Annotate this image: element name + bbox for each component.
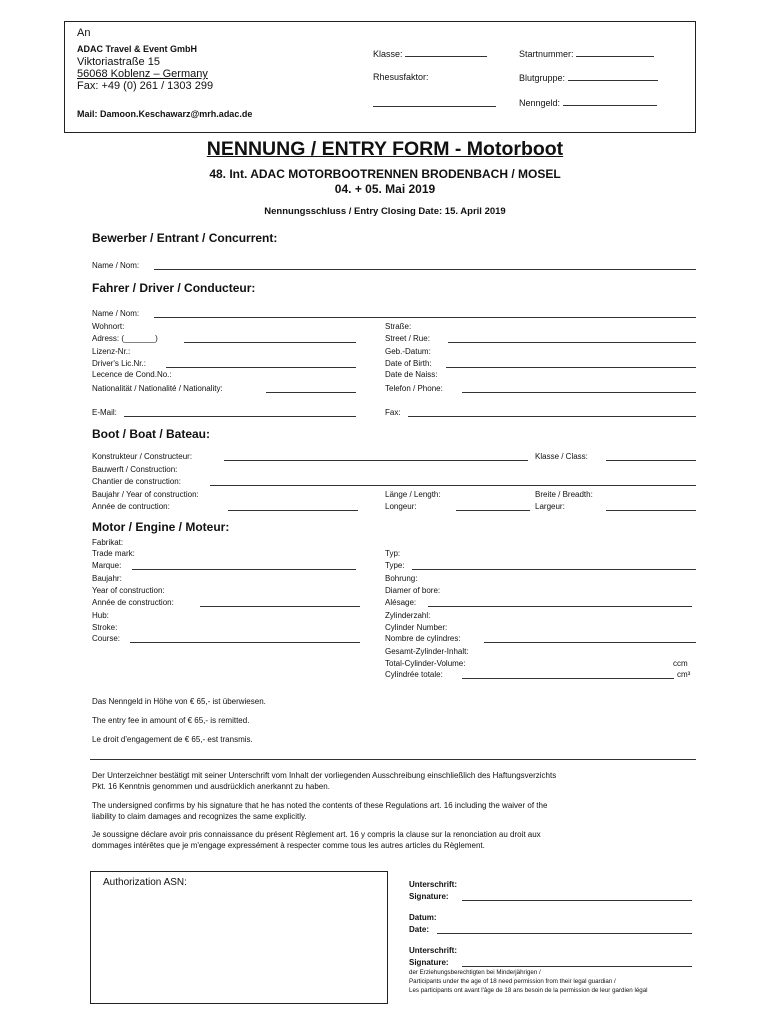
asn-box[interactable] (90, 871, 388, 1004)
fee-de: Das Nenngeld in Höhe von € 65,- ist überwiesen. (92, 697, 266, 706)
email-field[interactable] (124, 416, 356, 417)
date-field[interactable] (437, 933, 692, 934)
klasse-label: Klasse: (373, 49, 403, 59)
header-city: 56068 Koblenz – Germany (77, 68, 208, 80)
divider (90, 759, 696, 760)
blank-field[interactable] (373, 106, 496, 107)
entrant-name-field[interactable] (154, 269, 696, 270)
date-label: Date: (409, 925, 430, 934)
fax-field[interactable] (408, 416, 696, 417)
event-dates: 04. + 05. Mai 2019 (334, 182, 436, 196)
course-field[interactable] (130, 642, 360, 643)
laenge-label: Länge / Length: (385, 490, 441, 499)
boat-heading: Boot / Boat / Bateau: (92, 427, 211, 441)
type-label: Type: (385, 561, 405, 570)
largeur-field[interactable] (606, 510, 696, 511)
adress-label: Adress: (_______) (92, 334, 158, 343)
guardian-note-2: Participants under the age of 18 need permission from their legal guardian / (409, 978, 616, 985)
baujahr-label: Baujahr / Year of construction: (92, 490, 199, 499)
course-label: Course: (92, 634, 121, 643)
entrant-heading: Bewerber / Entrant / Concurrent: (92, 231, 278, 245)
email-label: E-Mail: (92, 408, 117, 417)
chantier-label: Chantier de construction: (92, 477, 181, 486)
breite-label: Breite / Breadth: (535, 490, 593, 499)
fee-en: The entry fee in amount of € 65,- is remitted. (92, 716, 250, 725)
nenngeld-label: Nenngeld: (519, 98, 561, 108)
unterschrift2-label: Unterschrift: (409, 946, 458, 955)
fax-label: Fax: (385, 408, 401, 417)
startnummer-field[interactable] (519, 48, 654, 59)
cylindree-field[interactable] (462, 678, 674, 679)
asn-label: Authorization ASN: (103, 877, 187, 888)
year-label: Year of construction: (92, 586, 165, 595)
strasse-label: Straße: (385, 322, 412, 331)
nombre-label: Nombre de cylindres: (385, 634, 461, 643)
annee-field[interactable] (228, 510, 358, 511)
closing-date: Nennungsschluss / Entry Closing Date: 15. April 2019 (264, 206, 506, 217)
annee-label: Année de contruction: (92, 502, 170, 511)
alesage-label: Alésage: (385, 598, 417, 607)
guardian-note-3: Les participants ont avant l'âge de 18 ans besoin de la permission de leur gardien légal (409, 987, 648, 994)
longeur-label: Longeur: (385, 502, 417, 511)
stroke-label: Stroke: (92, 623, 118, 632)
page-title: NENNUNG / ENTRY FORM - Motorboot (206, 138, 564, 160)
dob-field[interactable] (446, 367, 696, 368)
engine-annee-label: Année de construction: (92, 598, 174, 607)
longeur-field[interactable] (456, 510, 530, 511)
alesage-field[interactable] (428, 606, 692, 607)
street-label: Street / Rue: (385, 334, 430, 343)
type-field[interactable] (412, 569, 696, 570)
telefon-label: Telefon / Phone: (385, 384, 443, 393)
header-org: ADAC Travel & Event GmbH (77, 44, 198, 54)
telefon-field[interactable] (462, 392, 696, 393)
typ-label: Typ: (385, 549, 401, 558)
decl-fr-1: Je soussigne déclare avoir pris connaissance du présent Règlement art. 16 y compris la clause sur la renonciation au droit aux (92, 830, 541, 839)
bohrung-label: Bohrung: (385, 574, 418, 583)
driver-heading: Fahrer / Driver / Conducteur: (92, 281, 256, 295)
engine-baujahr-label: Baujahr: (92, 574, 122, 583)
nombre-field[interactable] (484, 642, 696, 643)
lic-field[interactable] (166, 367, 356, 368)
driver-name-label: Name / Nom: (92, 309, 140, 318)
total-label: Total-Cylinder-Volume: (385, 659, 466, 668)
cm3-unit: cm³ (677, 670, 691, 679)
dob-label: Date of Birth: (385, 359, 432, 368)
lizenz-label: Lizenz-Nr.: (92, 347, 131, 356)
decl-en-1: The undersigned confirms by his signature that he has noted the contents of these Regulations art. 16 including the waiver of the (92, 801, 548, 810)
decl-de-1: Der Unterzeichner bestätigt mit seiner Unterschrift vom Inhalt der vorliegenden Ausschreibung einschließlich des Haftungsverzichts (92, 771, 557, 780)
header-to: An (77, 27, 91, 39)
chantier-field[interactable] (210, 485, 696, 486)
nationality-label: Nationalität / Nationalité / Nationality: (92, 384, 223, 393)
decl-en-2: liability to claim damages and recognizes the same explicitly. (92, 812, 307, 821)
startnummer-label: Startnummer: (519, 49, 574, 59)
fee-fr: Le droit d'engagement de € 65,- est transmis. (92, 735, 253, 744)
nenngeld-field[interactable] (519, 97, 657, 108)
adress-field[interactable] (184, 342, 356, 343)
engine-annee-field[interactable] (200, 606, 360, 607)
cylindree-label: Cylindrée totale: (385, 670, 443, 679)
driver-name-field[interactable] (154, 317, 696, 318)
konstrukteur-field[interactable] (224, 460, 528, 461)
event-title: 48. Int. ADAC MOTORBOOTRENNEN BRODENBACH / MOSEL (209, 167, 561, 181)
decl-fr-2: dommages intérêtes que je m'engage expressément à respecter comme tous les autres articles du Règlement. (92, 841, 485, 850)
klasse-field[interactable] (373, 48, 487, 59)
naiss-label: Date de Naiss: (385, 370, 438, 379)
nationality-field[interactable] (266, 392, 356, 393)
boat-klasse-label: Klasse / Class: (535, 452, 588, 461)
zylinderzahl-label: Zylinderzahl: (385, 611, 431, 620)
licence-label: Lecence de Cond.No.: (92, 370, 172, 379)
engine-heading: Motor / Engine / Moteur: (92, 520, 230, 534)
street-field[interactable] (448, 342, 696, 343)
cylnum-label: Cylinder Number: (385, 623, 448, 632)
konstrukteur-label: Konstrukteur / Constructeur: (92, 452, 193, 461)
unterschrift-label: Unterschrift: (409, 880, 458, 889)
boat-klasse-field[interactable] (606, 460, 696, 461)
lic-label: Driver's Lic.Nr.: (92, 359, 146, 368)
entrant-name-label: Name / Nom: (92, 261, 140, 270)
hub-label: Hub: (92, 611, 109, 620)
header-mail: Mail: Damoon.Keschawarz@mrh.adac.de (77, 109, 253, 119)
blutgruppe-label: Blutgruppe: (519, 73, 566, 83)
signature-field[interactable] (462, 900, 692, 901)
wohnort-label: Wohnort: (92, 322, 125, 331)
bauwerft-label: Bauwerft / Construction: (92, 465, 178, 474)
ccm-unit: ccm (673, 659, 688, 668)
marque-field[interactable] (132, 569, 356, 570)
guardian-note-1: der Erziehungsberechtigten bei Minderjährigen / (409, 969, 541, 976)
signature2-field[interactable] (462, 966, 692, 967)
gesamt-label: Gesamt-Zylinder-Inhalt: (385, 647, 469, 656)
largeur-label: Largeur: (535, 502, 565, 511)
signature2-label: Signature: (409, 958, 449, 967)
diameter-label: Diamer of bore: (385, 586, 441, 595)
rhesus-label: Rhesusfaktor: (373, 72, 429, 82)
trade-label: Trade mark: (92, 549, 135, 558)
geb-label: Geb.-Datum: (385, 347, 431, 356)
fabrikat-label: Fabrikat: (92, 538, 124, 547)
decl-de-2: Pkt. 16 Kenntnis genommen und ausdrücklich anerkannt zu haben. (92, 782, 330, 791)
header-street: Viktoriastraße 15 (77, 56, 160, 68)
signature-label: Signature: (409, 892, 449, 901)
blutgruppe-field[interactable] (519, 72, 658, 83)
marque-label: Marque: (92, 561, 122, 570)
header-fax: Fax: +49 (0) 261 / 1303 299 (77, 80, 214, 92)
datum-label: Datum: (409, 913, 437, 922)
